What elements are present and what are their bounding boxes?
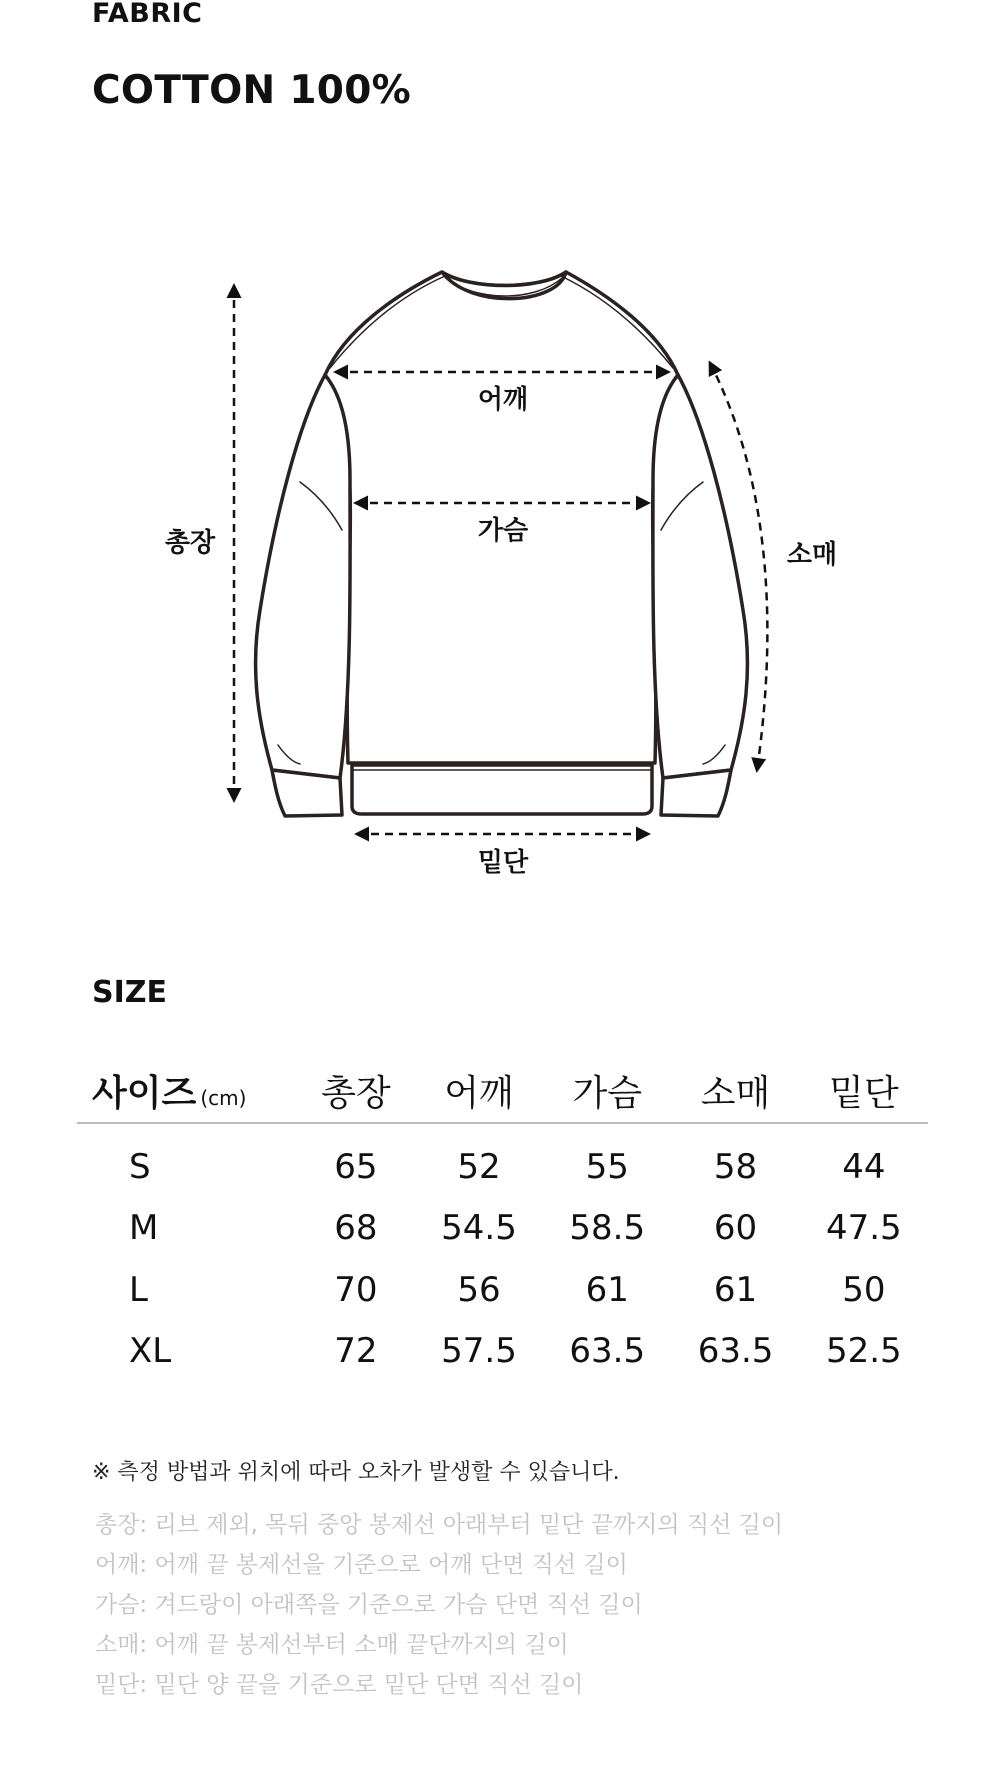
- table-cell: 55: [585, 1146, 629, 1187]
- table-cell: 54.5: [441, 1208, 517, 1249]
- table-row: [77, 1321, 928, 1383]
- chest-label: 가슴: [477, 516, 529, 546]
- table-cell: 61: [713, 1269, 758, 1310]
- table-cell: 61: [585, 1269, 629, 1310]
- fabric-value: COTTON 100%: [92, 68, 412, 113]
- table-row: [77, 1198, 928, 1260]
- size-cell: M: [129, 1208, 159, 1249]
- table-cell: 50: [842, 1269, 886, 1310]
- length-label: 총장: [164, 528, 216, 558]
- header-size: [77, 1058, 297, 1123]
- table-row: [77, 1123, 928, 1198]
- fabric-label: FABRIC: [92, 0, 203, 29]
- table-cell: 47.5: [825, 1208, 902, 1249]
- note-chest: 가슴: 겨드랑이 아래쪽을 기준으로 가슴 단면 직선 길이: [95, 1592, 643, 1618]
- table-cell: 58.5: [569, 1208, 646, 1249]
- header-length: 총장: [297, 1058, 415, 1123]
- header-size-text: 사이즈: [92, 1072, 197, 1114]
- table-cell: 56: [457, 1269, 501, 1310]
- note-hem: 밑단: 밑단 양 끝을 기준으로 밑단 단면 직선 길이: [95, 1672, 584, 1698]
- shoulder-label: 어깨: [477, 385, 529, 415]
- table-cell: 58: [713, 1146, 758, 1187]
- measurement-notice: ※ 측정 방법과 위치에 따라 오차가 발생할 수 있습니다.: [92, 1460, 620, 1485]
- table-cell: 52.5: [825, 1331, 902, 1372]
- header-hem: 밑단: [800, 1058, 928, 1123]
- header-sleeve: 소매: [671, 1058, 799, 1123]
- table-cell: 52: [457, 1146, 501, 1187]
- size-table: [77, 1058, 928, 1382]
- size-cell: S: [129, 1146, 151, 1187]
- header-shoulder: 어깨: [415, 1058, 543, 1123]
- table-cell: 44: [842, 1146, 886, 1187]
- note-length: 총장: 리브 제외, 목뒤 중앙 봉제선 아래부터 밑단 끝까지의 직선 길이: [95, 1512, 784, 1538]
- table-cell: 63.5: [697, 1331, 774, 1372]
- size-label: SIZE: [92, 975, 168, 1010]
- note-shoulder: 어깨: 어깨 끝 봉제선을 기준으로 어깨 단면 직선 길이: [95, 1552, 628, 1578]
- table-cell: 70: [334, 1269, 378, 1310]
- hem-label: 밑단: [477, 848, 529, 878]
- table-row: [77, 1259, 928, 1321]
- table-cell: 65: [334, 1146, 378, 1187]
- size-cell: XL: [129, 1331, 172, 1372]
- table-cell: 57.5: [441, 1331, 517, 1372]
- table-cell: 60: [713, 1208, 758, 1249]
- table-cell: 72: [334, 1331, 378, 1372]
- table-cell: 63.5: [569, 1331, 646, 1372]
- note-sleeve: 소매: 어깨 끝 봉제선부터 소매 끝단까지의 길이: [95, 1632, 569, 1658]
- header-chest: 가슴: [543, 1058, 671, 1123]
- size-cell: L: [129, 1269, 148, 1310]
- sweatshirt-diagram: [0, 250, 1000, 890]
- size-table-header: [77, 1058, 928, 1123]
- measurement-notes: [95, 1505, 783, 1705]
- header-unit: (cm): [200, 1085, 247, 1110]
- sleeve-label: 소매: [786, 540, 838, 570]
- table-cell: 68: [334, 1208, 378, 1249]
